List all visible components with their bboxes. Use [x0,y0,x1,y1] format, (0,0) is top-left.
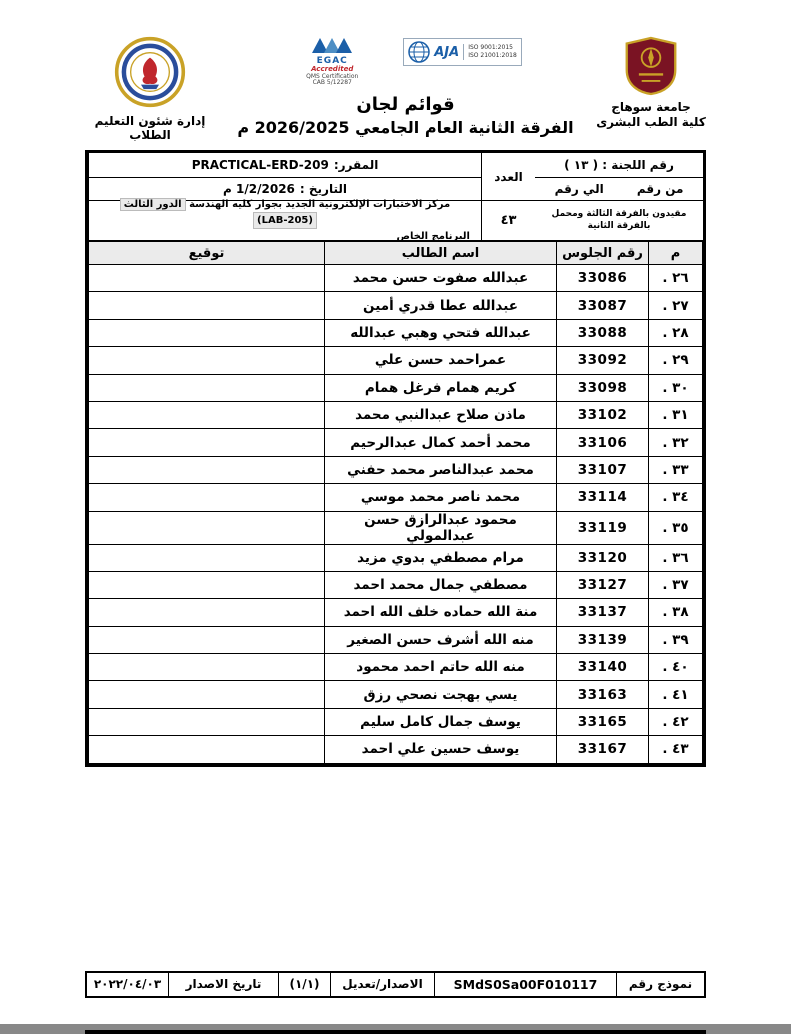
location-line1 [92,197,478,229]
student-row [89,265,703,292]
row-index: ٤٠ . [649,654,703,681]
to-number-label: الي رقم [554,182,604,196]
signature-cell [89,401,325,428]
course-label: المقرر: [333,158,379,172]
student-name: عبدالله فتحي وهبي عبدالله [325,319,557,346]
seat-number: 33106 [557,429,649,456]
row-index: ٣٨ . [649,599,703,626]
egac-name: EGAC [316,55,348,66]
egac-accredited-label: Accredited [311,65,354,74]
signature-cell [89,265,325,292]
student-row [89,374,703,401]
aja-iso2: ISO 21001:2018 [468,52,517,59]
revision-value: (١/١) [278,973,330,996]
row-index: ٤٣ . [649,736,703,763]
row-index: ٣٣ . [649,456,703,483]
row-index: ٢٧ . [649,292,703,319]
student-row [89,681,703,708]
sohag-university-logo-icon [623,81,679,100]
date-label: التاريخ : [299,182,347,196]
document-title: قوائم لجان [356,94,455,115]
header-student-name: اسم الطالب [325,242,557,265]
signature-cell [89,571,325,598]
seat-number: 33119 [557,511,649,544]
student-row [89,292,703,319]
course-value: PRACTICAL-ERD-209 [191,158,329,172]
aja-iso1: ISO 9001:2015 [468,44,513,52]
student-name: محمد أحمد كمال عبدالرحيم [325,429,557,456]
title-block [225,36,586,137]
from-to-cell [535,178,703,201]
signature-cell [89,626,325,653]
exam-location-cell [88,201,481,241]
revision-label: الاصدار/تعديل [330,973,434,996]
location-main: مركز الاختبارات الإلكترونية الجديد بجوار كليه الهندسة [189,199,451,210]
location-floor: الدور الثالث [120,198,186,211]
student-table-header-row [89,242,703,265]
row-index: ٣١ . [649,401,703,428]
signature-cell [89,654,325,681]
row-index: ٣٥ . [649,511,703,544]
student-row [89,347,703,374]
location-program: البرنامج الخاص [396,231,470,242]
student-row [89,511,703,544]
signature-cell [89,429,325,456]
row-index: ٣٠ . [649,374,703,401]
student-table-body [89,265,703,764]
student-name: محمد عبدالناصر محمد حفني [325,456,557,483]
student-row [89,484,703,511]
aja-name: AJA [434,44,460,60]
course-cell [88,153,481,178]
form-footer [85,971,706,998]
seat-number: 33163 [557,681,649,708]
seat-number: 33107 [557,456,649,483]
seat-number: 33114 [557,484,649,511]
student-row [89,599,703,626]
student-name: مرام مصطفي بدوي مزيد [325,544,557,571]
signature-cell [89,292,325,319]
location-lab: (LAB-205) [253,212,317,229]
seat-number: 33098 [557,374,649,401]
date-value: 1/2/2026 م [223,182,295,196]
aja-iso-certs [463,44,517,60]
signature-cell [89,319,325,346]
student-name: يسي بهجت نصحي رزق [325,681,557,708]
row-index: ٣٧ . [649,571,703,598]
student-name: ماذن صلاح عبدالنبي محمد [325,401,557,428]
header-signature: توقيع [89,242,325,265]
signature-cell [89,484,325,511]
row-index: ٣٩ . [649,626,703,653]
student-count: ٤٣ [481,201,535,241]
header-index: م [649,242,703,265]
bottom-rule [85,1030,706,1034]
student-name: مصطفي جمال محمد احمد [325,571,557,598]
student-row [89,456,703,483]
signature-cell [89,456,325,483]
student-row [89,736,703,763]
issue-date-label: تاريخ الاصدار [168,973,278,996]
aja-logo-icon [403,38,522,66]
education-affairs-block [75,36,225,142]
student-row [89,429,703,456]
education-affairs-seal-icon [114,93,186,112]
student-name: يوسف جمال كامل سليم [325,708,557,735]
seat-number: 33086 [557,265,649,292]
row-index: ٤١ . [649,681,703,708]
education-affairs-caption: إدارة شئون التعليم الطلاب [94,114,206,142]
signature-cell [89,347,325,374]
seat-number: 33137 [557,599,649,626]
student-name: عمراحمد حسن علي [325,347,557,374]
page-header [75,36,716,142]
row-index: ٢٩ . [649,347,703,374]
egac-cert-line2: CAB 5/12287 [312,78,352,86]
student-row [89,319,703,346]
row-index: ٣٦ . [649,544,703,571]
issue-date-value: ٢٠٢٢/٠٤/٠٣ [93,977,162,992]
from-number-label: من رقم [636,182,684,196]
header-seat-number: رقم الجلوس [557,242,649,265]
student-name: محمود عبدالرازق حسن عبدالمولي [325,511,557,544]
egac-cert-line1: QMS Certification [306,72,359,80]
committee-number: رقم اللجنة : ( ١٣ ) [535,153,703,178]
row-index: ٢٨ . [649,319,703,346]
seat-number: 33120 [557,544,649,571]
seat-number: 33088 [557,319,649,346]
student-name: كريم همام فرغل همام [325,374,557,401]
committee-document [85,150,706,767]
student-name: عبدالله عطا قدري أمين [325,292,557,319]
student-row [89,626,703,653]
student-name: يوسف حسين علي احمد [325,736,557,763]
accreditation-logos [225,38,586,90]
seat-number: 33167 [557,736,649,763]
enrollment-note: مقيدون بالفرقة الثالثة ومحمل بالفرقة الثانية [535,201,703,241]
row-index: ٤٢ . [649,708,703,735]
signature-cell [89,681,325,708]
signature-cell [89,736,325,763]
student-name: منه الله حاتم احمد محمود [325,654,557,681]
seat-number: 33127 [557,571,649,598]
student-table [88,241,703,764]
seat-number: 33140 [557,654,649,681]
student-row [89,401,703,428]
university-name: جامعة سوهاج [611,100,691,114]
signature-cell [89,708,325,735]
row-index: ٣٢ . [649,429,703,456]
row-index: ٢٦ . [649,265,703,292]
student-row [89,544,703,571]
student-name: منة الله حماده خلف الله احمد [325,599,557,626]
committee-info-grid [88,153,703,241]
signature-cell [89,599,325,626]
row-index: ٣٤ . [649,484,703,511]
student-name: محمد ناصر محمد موسي [325,484,557,511]
seat-number: 33165 [557,708,649,735]
university-block [586,36,716,130]
seat-number: 33092 [557,347,649,374]
signature-cell [89,511,325,544]
student-name: منه الله أشرف حسن الصغير [325,626,557,653]
form-number-label: نموذج رقم [616,973,704,996]
signature-cell [89,374,325,401]
student-row [89,654,703,681]
document-subtitle: الفرقة الثانية العام الجامعي 2026/2025 م [237,118,574,137]
seat-number: 33087 [557,292,649,319]
student-row [89,708,703,735]
count-header: العدد [481,153,535,201]
signature-cell [89,544,325,571]
student-row [89,571,703,598]
form-number-value: SMdS0Sa00F010117 [434,973,616,996]
egac-logo-icon [289,38,375,86]
faculty-name: كلية الطب البشرى [596,115,706,129]
seat-number: 33139 [557,626,649,653]
student-name: عبدالله صفوت حسن محمد [325,265,557,292]
seat-number: 33102 [557,401,649,428]
